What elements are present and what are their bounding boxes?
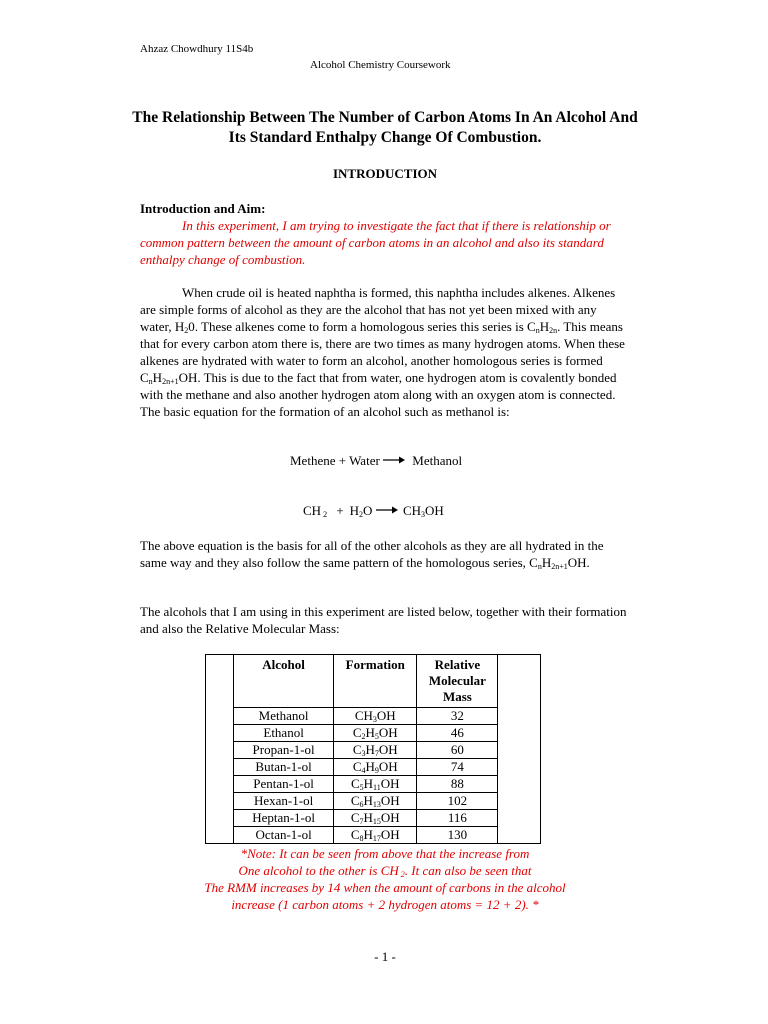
cell-rmm: 32: [417, 708, 498, 725]
alcohol-table: [205, 654, 541, 844]
cell-rmm: 102: [417, 793, 498, 810]
table-row: [206, 759, 541, 776]
table-spacer-right: [498, 655, 541, 844]
header-author: Ahzaz Chowdhury 11S4b: [140, 43, 254, 55]
cell-rmm: 74: [417, 759, 498, 776]
cell-alcohol: Ethanol: [234, 725, 334, 742]
table-row: [206, 793, 541, 810]
cell-rmm: 130: [417, 827, 498, 844]
note-text: [140, 845, 630, 913]
cell-rmm: 46: [417, 725, 498, 742]
section-heading: INTRODUCTION: [332, 166, 437, 181]
cell-formation: $C_8H_{17}OH$: [334, 827, 417, 844]
header-course: Alcohol Chemistry Coursework: [310, 59, 451, 71]
cell-formation: $C_7H_{15}OH$: [334, 810, 417, 827]
table-row: [206, 708, 541, 725]
cell-formation: $C_5H_{11}OH$: [334, 776, 417, 793]
subheading-aim: Introduction and Aim:: [140, 201, 266, 216]
cell-formation: $C_4H_9OH$: [334, 759, 417, 776]
table-row: [206, 725, 541, 742]
table-spacer-left: [206, 655, 234, 844]
symbol-equation: CH $_2 + H_2O$ $CH_3OH$: [303, 503, 444, 519]
cell-rmm: 88: [417, 776, 498, 793]
table-row: [206, 827, 541, 844]
note-line: *Note: It can be seen from above that the increase from: [240, 846, 530, 861]
arrow-icon: [376, 506, 398, 514]
table-row: [206, 742, 541, 759]
note-line: increase (1 carbon atoms + 2 hydrogen atoms = 12 + 2). *: [231, 897, 539, 912]
cell-rmm: 116: [417, 810, 498, 827]
word-equation: Methene + Water Methanol: [290, 453, 463, 468]
cell-formation: $C_6H_{13}OH$: [334, 793, 417, 810]
aim-text: In this experiment, I am trying to investigate the fact that if there is relationship or common pattern between the amount of carbon atoms in an alcohol and also its standard enthalpy change of combustion.: [140, 218, 611, 267]
table-row: [206, 776, 541, 793]
cell-formation: $C_3H_7OH$: [334, 742, 417, 759]
note-line: One alcohol to the other is CH $_2$. It can also be seen that: [238, 863, 532, 879]
cell-alcohol: Pentan-1-ol: [234, 776, 334, 793]
header-alcohol: Alcohol: [234, 655, 334, 708]
cell-formation: $CH_3OH$: [334, 708, 417, 725]
table-header-row: [206, 655, 541, 708]
cell-alcohol: Octan-1-ol: [234, 827, 334, 844]
cell-alcohol: Propan-1-ol: [234, 742, 334, 759]
arrow-icon: [383, 456, 405, 464]
cell-alcohol: Heptan-1-ol: [234, 810, 334, 827]
header-formation: Formation: [334, 655, 417, 708]
document-title: The Relationship Between The Number of Carbon Atoms In An Alcohol And Its Standard Enthalpy Change Of Combustion.: [132, 109, 638, 146]
paragraph-alcohols-list: The alcohols that I am using in this experiment are listed below, together with their formation and also the Relative Molecular Mass:: [140, 604, 627, 636]
paragraph-basis: The above equation is the basis for all of the other alcohols as they are all hydrated in the same way and they also follow the same pattern of the homologous series, $C_nH_{2n+1}OH$.: [140, 538, 604, 571]
header-rmm: Relative Molecular Mass: [417, 655, 498, 708]
cell-alcohol: Butan-1-ol: [234, 759, 334, 776]
page-number: - 1 -: [374, 949, 396, 964]
cell-formation: $C_2H_5OH$: [334, 725, 417, 742]
cell-alcohol: Methanol: [234, 708, 334, 725]
paragraph-naphtha: When crude oil is heated naphtha is formed, this naphtha includes alkenes. Alkenes are simple forms of alcohol as they are the alcohol that has not yet been mixed with any water, $H_20$. These alkenes come to form a homologous series this series is $C_nH_{2n}$. This means that for every carbon atom there is, there are two times as many hydrogen atoms. When these alkenes are hydrated with water to form an alcohol, another homologous series is formed $C_nH_{2n+1}OH$. This is due to the fact that from water, one hydrogen atom is covalently bonded with the methane and also another hydrogen atom along with an oxygen atom is connected. The basic equation for the formation of an alcohol such as methanol is:: [140, 285, 625, 419]
cell-alcohol: Hexan-1-ol: [234, 793, 334, 810]
note-line: The RMM increases by 14 when the amount of carbons in the alcohol: [204, 880, 566, 895]
cell-rmm: 60: [417, 742, 498, 759]
table-row: [206, 810, 541, 827]
